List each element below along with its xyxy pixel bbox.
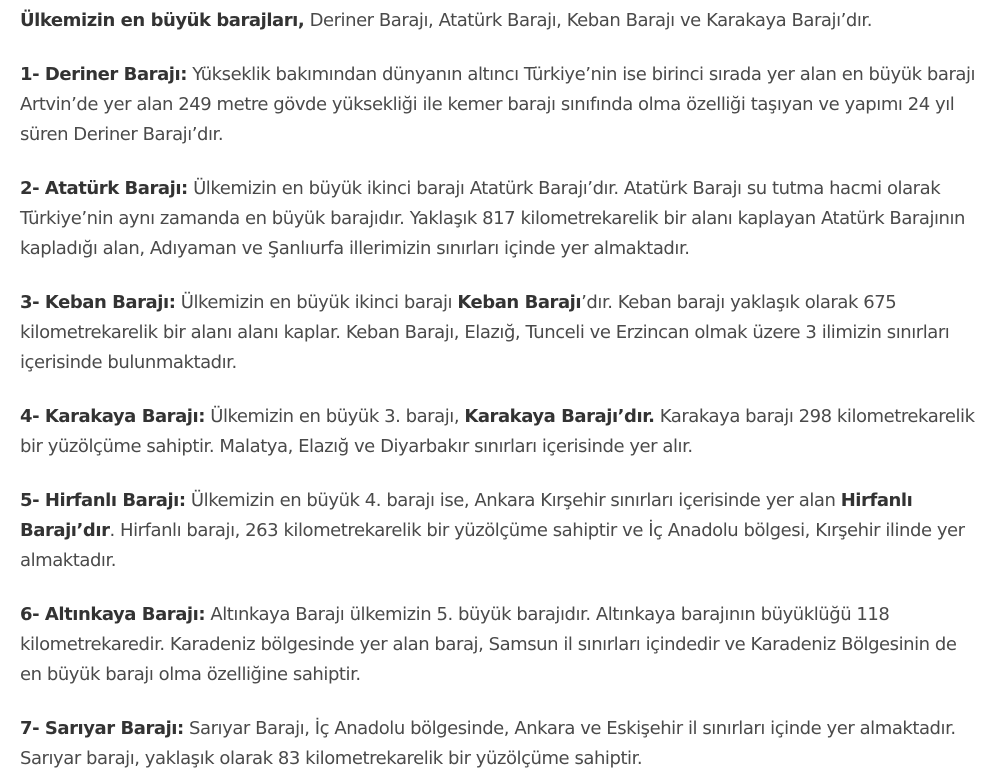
dam-name-bold: Hirfanlı Barajı’dır [20,490,913,541]
intro-text: Deriner Barajı, Atatürk Barajı, Keban Barajı ve Karakaya Barajı’dır. [304,10,872,31]
dam-heading: 7- Sarıyar Barajı: [20,718,184,739]
dam-paragraph-hirfanli [20,486,981,576]
dam-text: . Hirfanlı barajı, 263 kilometrekarelik bir yüzölçüme sahiptir ve İç Anadolu bölgesi, Kırşehir ilinde yer almaktadır. [20,520,965,571]
dam-paragraph-deriner [20,60,981,150]
dam-text: Ülkemizin en büyük ikinci barajı [175,292,458,313]
dam-heading: 4- Karakaya Barajı: [20,406,205,427]
dam-heading: 5- Hirfanlı Barajı: [20,490,186,511]
dam-heading: 1- Deriner Barajı: [20,64,187,85]
dam-name-bold: Keban Barajı [457,292,582,313]
dam-text: Altınkaya Barajı ülkemizin 5. büyük barajıdır. Altınkaya barajının büyüklüğü 118 kilometrekaredir. Karadeniz bölgesinde yer alan baraj, Samsun il sınırları içindedir ve Karadeniz Bölgesinin de en büyük barajı olma özelliğine sahiptir. [20,604,957,685]
dam-paragraph-ataturk [20,174,981,264]
dam-heading: 2- Atatürk Barajı: [20,178,188,199]
dam-text: Ülkemizin en büyük 4. barajı ise, Ankara Kırşehir sınırları içerisinde yer alan [185,490,841,511]
dam-paragraph-altinkaya [20,600,981,690]
dam-paragraph-keban [20,288,981,378]
dam-name-bold: Karakaya Barajı’dır. [464,406,655,427]
dam-text: Ülkemizin en büyük 3. barajı, [204,406,465,427]
dam-heading: 6- Altınkaya Barajı: [20,604,206,625]
intro-bold: Ülkemizin en büyük barajları, [20,10,305,31]
dam-paragraph-karakaya [20,402,981,462]
dam-paragraph-sariyar [20,714,981,774]
dam-text: Sarıyar Barajı, İç Anadolu bölgesinde, Ankara ve Eskişehir il sınırları içinde yer almaktadır. Sarıyar barajı, yaklaşık olarak 83 kilometrekarelik bir yüzölçüme sahiptir. [20,718,956,769]
dam-text: Karakaya barajı 298 kilometrekarelik bir yüzölçüme sahiptir. Malatya, Elazığ ve Diyarbakır sınırları içerisinde yer alır. [20,406,975,457]
dam-text: Ülkemizin en büyük ikinci barajı Atatürk Barajı’dır. Atatürk Barajı su tutma hacmi olarak Türkiye’nin aynı zamanda en büyük barajıdır. Yaklaşık 817 kilometrekarelik bir alanı kaplayan Atatürk Barajının kapladığı alan, Adıyaman ve Şanlıurfa illerimizin sınırları içinde yer almaktadır. [20,178,966,259]
dam-text: Yükseklik bakımından dünyanın altıncı Türkiye’nin ise birinci sırada yer alan en büyük barajı Artvin’de yer alan 249 metre gövde yüksekliği ile kemer barajı sınıfında olma özelliği taşıyan ve yapımı 24 yıl süren Deriner Barajı’dır. [20,64,976,145]
dam-heading: 3- Keban Barajı: [20,292,176,313]
dam-text: ’dır. Keban barajı yaklaşık olarak 675 kilometrekarelik bir alanı alanı kaplar. Keban Barajı, Elazığ, Tunceli ve Erzincan olmak üzere 3 ilimizin sınırları içerisinde bulunmaktadır. [20,292,950,373]
intro-paragraph [20,6,981,36]
